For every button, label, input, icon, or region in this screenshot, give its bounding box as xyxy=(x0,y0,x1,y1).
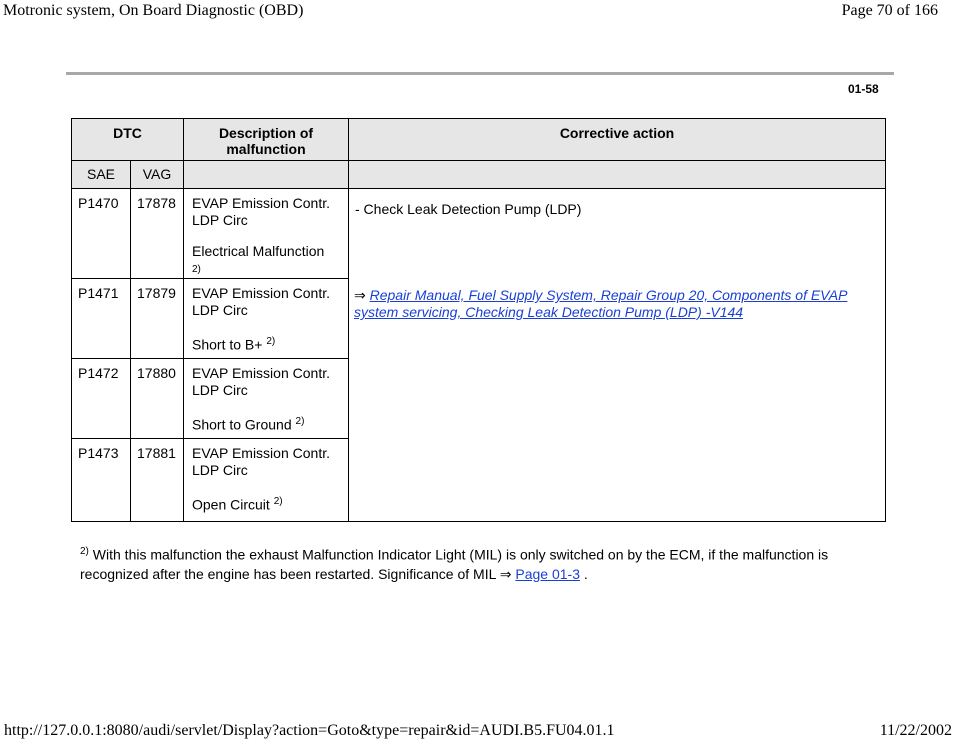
footnote-ref: 2) xyxy=(266,336,276,347)
description-line: EVAP Emission Contr. LDP Circ xyxy=(192,195,330,228)
doc-page-number: 01-58 xyxy=(848,82,879,96)
page-01-3-link[interactable]: Page 01-3 xyxy=(515,565,580,582)
header-blank xyxy=(349,161,886,189)
corrective-action-cell xyxy=(349,189,886,522)
description-detail: Short to Ground xyxy=(192,416,292,433)
description-line: EVAP Emission Contr. LDP Circ xyxy=(192,285,330,318)
footer-url: http://127.0.0.1:8080/audi/servlet/Display?action=Goto&type=repair&id=AUDI.B5.FU04.01.1 xyxy=(4,722,615,739)
header-rule xyxy=(66,72,894,75)
sae-code: P1473 xyxy=(72,439,131,522)
action-check-ldp: - Check Leak Detection Pump (LDP) xyxy=(355,201,582,217)
malfunction-description xyxy=(184,189,349,279)
action-reference xyxy=(354,287,884,321)
footnote-ref: 2) xyxy=(192,264,201,275)
dtc-table xyxy=(71,118,886,522)
footer-date: 11/22/2002 xyxy=(879,722,952,739)
table-row xyxy=(72,189,886,279)
footnote-marker: 2) xyxy=(80,546,89,557)
description-detail: Open Circuit xyxy=(192,496,270,513)
header-vag: VAG xyxy=(131,161,184,189)
malfunction-description xyxy=(184,279,349,359)
description-line: EVAP Emission Contr. LDP Circ xyxy=(192,365,330,398)
vag-code: 17879 xyxy=(131,279,184,359)
footnote-text: With this malfunction the exhaust Malfunction Indicator Light (MIL) is only switched on by the ECM, if the malfunction is recognized after the engine has been restarted. Significance of MIL xyxy=(80,546,829,582)
header-dtc: DTC xyxy=(72,119,184,161)
sae-code: P1471 xyxy=(72,279,131,359)
malfunction-description xyxy=(184,439,349,522)
reference-arrow-icon: ⇒ xyxy=(499,565,512,582)
header-sae: SAE xyxy=(72,161,131,189)
description-detail: Short to B+ xyxy=(192,336,263,353)
malfunction-description xyxy=(184,359,349,439)
footnote xyxy=(80,542,880,584)
document-title: Motronic system, On Board Diagnostic (OBD) xyxy=(3,2,304,19)
footnote-end: . xyxy=(579,565,588,582)
page-counter xyxy=(842,2,938,20)
repair-manual-link[interactable]: Repair Manual, Fuel Supply System, Repair Group 20, Components of EVAP system servicing, Checking Leak Detection Pump (LDP) -V144 xyxy=(354,287,848,320)
sae-code: P1472 xyxy=(72,359,131,439)
description-line: EVAP Emission Contr. LDP Circ xyxy=(192,445,330,478)
page-counter-prefix: Page xyxy=(841,2,873,19)
vag-code: 17880 xyxy=(131,359,184,439)
vag-code: 17878 xyxy=(131,189,184,279)
page-counter-value: 70 of 166 xyxy=(876,2,938,19)
sae-code: P1470 xyxy=(72,189,131,279)
header-blank xyxy=(184,161,349,189)
description-detail: Electrical Malfunction xyxy=(192,243,325,259)
vag-code: 17881 xyxy=(131,439,184,522)
header-corrective-action: Corrective action xyxy=(349,119,886,161)
header-description: Description of malfunction xyxy=(184,119,349,161)
reference-arrow-icon: ⇒ xyxy=(354,287,366,303)
footnote-ref: 2) xyxy=(273,496,283,507)
footnote-ref: 2) xyxy=(295,416,305,427)
